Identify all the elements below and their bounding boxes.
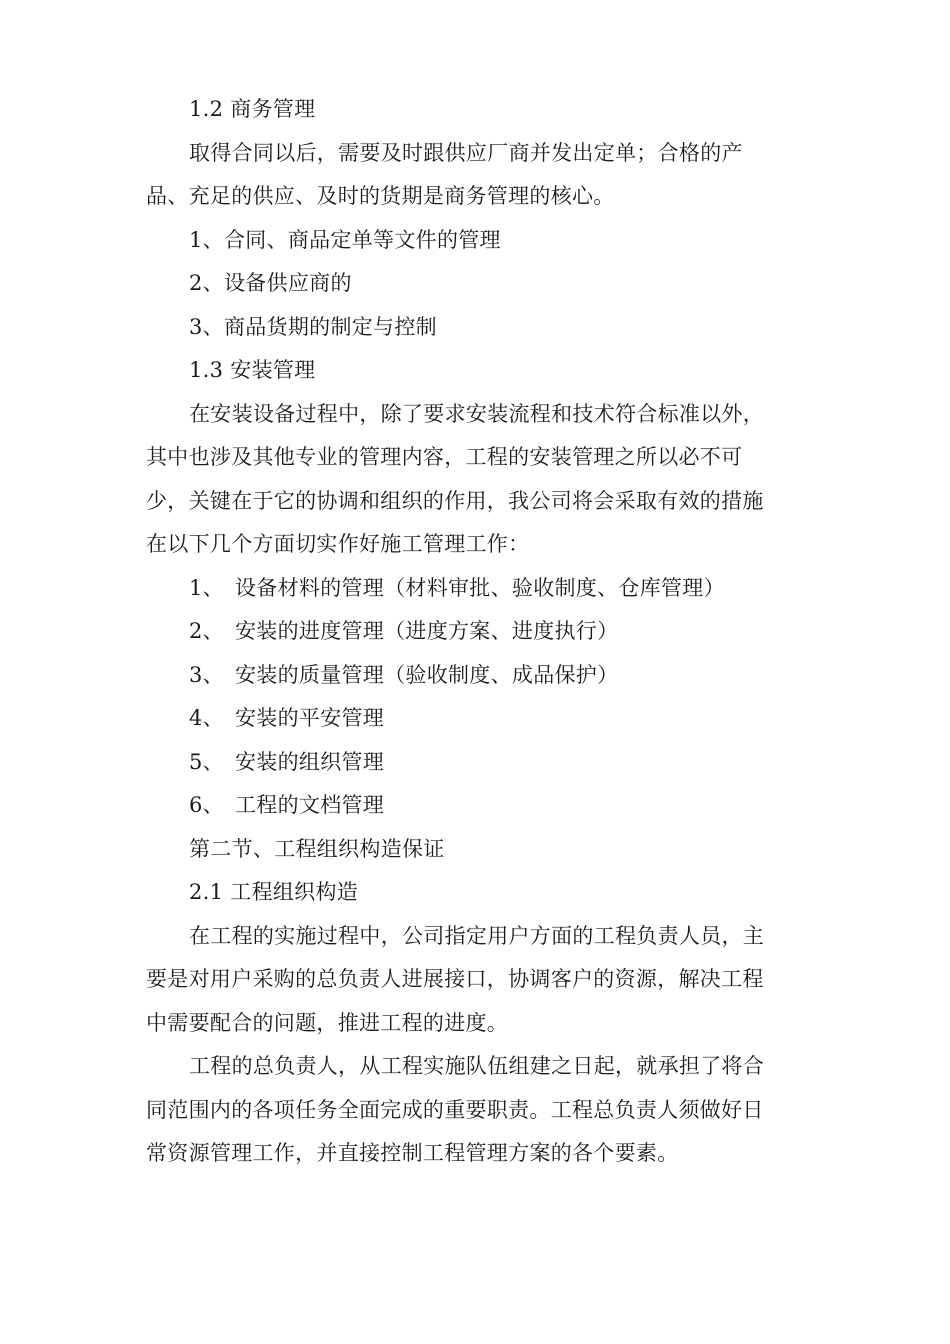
- section-heading-2-1: 2.1 工程组织构造: [189, 880, 359, 904]
- paragraph-line: 其中也涉及其他专业的管理内容，工程的安装管理之所以必不可: [146, 445, 743, 469]
- paragraph-line: 品、充足的供应、及时的货期是商务管理的核心。: [146, 184, 615, 208]
- paragraph-line: 取得合同以后，需要及时跟供应厂商并发出定单；合格的产: [189, 140, 743, 165]
- paragraph-line: 中需要配合的问题，推进工程的进度。: [146, 1010, 509, 1035]
- list-item: 2、设备供应商的: [189, 271, 352, 295]
- list-item: 3、商品货期的制定与控制: [189, 314, 437, 339]
- paragraph-line: 在安装设备过程中，除了要求安装流程和技术符合标准以外，: [189, 401, 765, 426]
- install-list-item: [146, 697, 796, 741]
- section-heading-1-3: 1.3 安装管理: [189, 358, 316, 382]
- list-text: 安装的平安管理: [235, 706, 385, 730]
- install-list-item: [146, 741, 796, 785]
- paragraph-line: 常资源管理工作，并直接控制工程管理方案的各个要素。: [146, 1141, 679, 1165]
- install-list-item: [146, 567, 796, 611]
- list-number: 6、: [189, 793, 224, 817]
- list-text: 工程的文档管理: [235, 793, 385, 817]
- install-list-item: [146, 654, 796, 698]
- list-number: 5、: [189, 749, 224, 774]
- list-text: 安装的进度管理（进度方案、进度执行）: [235, 619, 619, 643]
- section-heading-2: 第二节、工程组织构造保证: [189, 836, 445, 861]
- list-text: 安装的组织管理: [235, 749, 385, 774]
- list-number: 4、: [189, 706, 224, 730]
- list-text: 安装的质量管理（验收制度、成品保护）: [235, 662, 619, 687]
- install-list-item: [146, 610, 796, 654]
- paragraph-line: 要是对用户采购的总负责人进展接口，协调客户的资源，解决工程: [146, 967, 764, 991]
- paragraph-line: 同范围内的各项任务全面完成的重要职责。工程总负责人须做好日: [146, 1097, 764, 1122]
- paragraph-line: 在以下几个方面切实作好施工管理工作：: [146, 532, 530, 556]
- install-list-item: [146, 784, 796, 828]
- list-number: 1、: [189, 575, 224, 600]
- paragraph-line: 工程的总负责人，从工程实施队伍组建之日起，就承担了将合: [189, 1054, 765, 1078]
- paragraph-line: 在工程的实施过程中，公司指定用户方面的工程负责人员，主: [189, 923, 765, 948]
- list-number: 2、: [189, 619, 224, 643]
- list-text: 设备材料的管理（材料审批、验收制度、仓库管理）: [235, 575, 725, 600]
- paragraph-line: 少，关键在于它的协调和组织的作用，我公司将会采取有效的措施: [146, 488, 764, 513]
- list-number: 3、: [189, 662, 224, 687]
- list-item: 1、合同、商品定单等文件的管理: [189, 227, 501, 252]
- document-page: [146, 88, 796, 1176]
- section-heading-1-2: 1.2 商务管理: [189, 97, 316, 121]
